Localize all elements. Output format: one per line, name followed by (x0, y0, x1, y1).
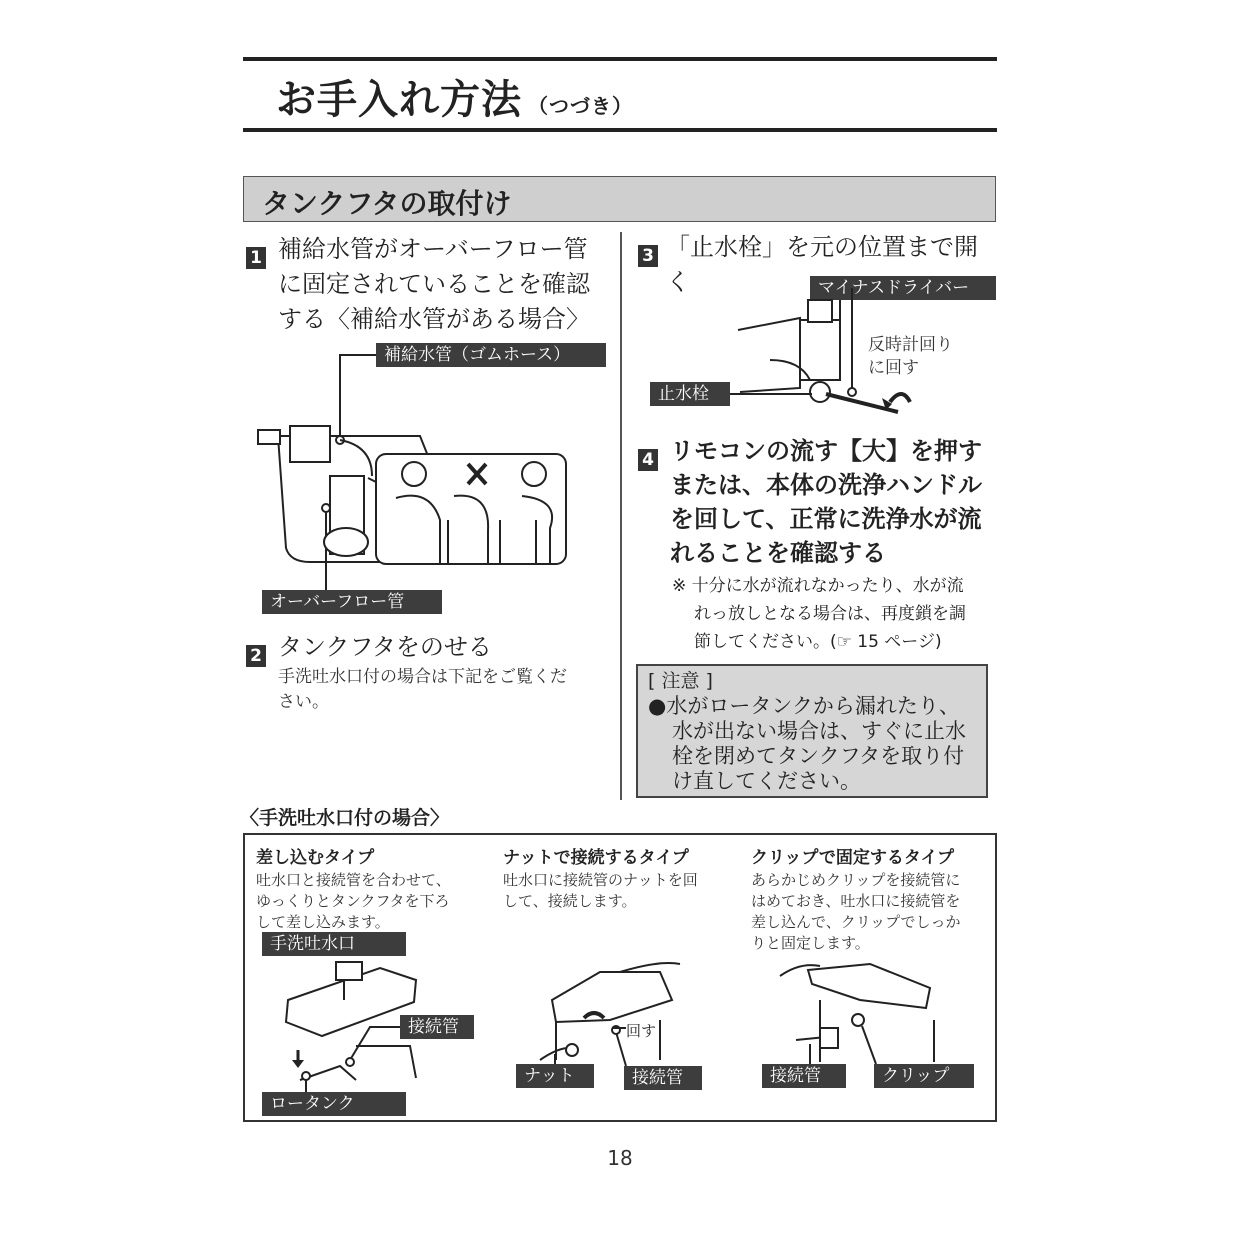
step2-desc: 手洗吐水口付の場合は下記をご覧くだ さい。 (278, 667, 567, 712)
step1-number: 1 (246, 247, 266, 269)
low-tank-label: ロータンク (262, 1092, 406, 1116)
type-title: ナットで接続するタイプ (503, 848, 689, 868)
connecting-pipe-label: 接続管 (400, 1015, 474, 1039)
page-title-sub: （つづき） (528, 94, 633, 118)
step1-line: に固定されていることを確認 (278, 270, 590, 298)
section-title: タンクフタの取付け (262, 187, 512, 220)
step4-number: 4 (638, 449, 658, 471)
step4-note: ※ 十分に水が流れなかったり、水が流 れっ放しとなる場合は、再度鎖を調 節してください。(☞ 15 ページ) (672, 576, 966, 652)
connecting-pipe-label: 接続管 (762, 1064, 846, 1088)
step4-line: れることを確認する (670, 539, 886, 567)
supply-pipe-label: 補給水管（ゴムホース） (376, 343, 606, 367)
stop-valve-label: 止水栓 (650, 382, 730, 406)
step3-number: 3 (638, 245, 658, 267)
type-insert: 差し込むタイプ 吐水口と接続管を合わせて、 ゆっくりとタンクフタを下ろ して差し込みます。 (256, 843, 486, 933)
step4-line: リモコンの流す【大】を押す (670, 437, 982, 465)
clip (852, 1014, 864, 1026)
faucet-section-title: 〈手洗吐水口付の場合〉 (240, 807, 450, 829)
rotate-text: 回す (626, 1022, 657, 1040)
tank-lid (808, 964, 930, 1008)
page-number: 18 (607, 1146, 633, 1170)
step1-line: 補給水管がオーバーフロー管 (278, 235, 588, 263)
page-title-main: お手入れ方法 (276, 77, 522, 123)
step3-title: 「止水栓」を元の位置まで開く (666, 233, 978, 296)
step1-line: する〈補給水管がある場合〉 (278, 305, 590, 333)
caution-title: [ 注意 ] (648, 670, 713, 692)
step2-number: 2 (246, 645, 266, 667)
type-title: 差し込むタイプ (256, 848, 375, 868)
overflow-pipe-label: オーバーフロー管 (262, 590, 442, 614)
step4-line: または、本体の洗浄ハンドル (670, 471, 982, 499)
type-title: クリップで固定するタイプ (751, 848, 954, 868)
leader-line (862, 1026, 876, 1064)
step4-line: を回して、正常に洗浄水が流 (670, 505, 982, 533)
type-clip: クリップで固定するタイプ あらかじめクリップを接続管に はめておき、吐水口に接続管を 差し込んで、クリップでしっか りと固定します。 (751, 843, 991, 954)
clip-label: クリップ (874, 1064, 974, 1088)
ccw-text: 反時計回り に回す (868, 335, 953, 378)
type-nut: ナットで接続するタイプ 吐水口に接続管のナットを回 して、接続します。 (503, 843, 733, 912)
connecting-pipe-label: 接続管 (624, 1066, 702, 1090)
screwdriver-label: マイナスドライバー (810, 276, 996, 300)
step2-title: タンクフタをのせる (278, 633, 492, 661)
caution-content: [ 注意 ] ●水がロータンクから漏れたり、 水が出ない場合は、すぐに止水 栓を閉めてタンクフタを取り付 け直してください。 (648, 669, 984, 794)
faucet-spout-label: 手洗吐水口 (262, 932, 406, 956)
nut-label: ナット (516, 1064, 594, 1088)
